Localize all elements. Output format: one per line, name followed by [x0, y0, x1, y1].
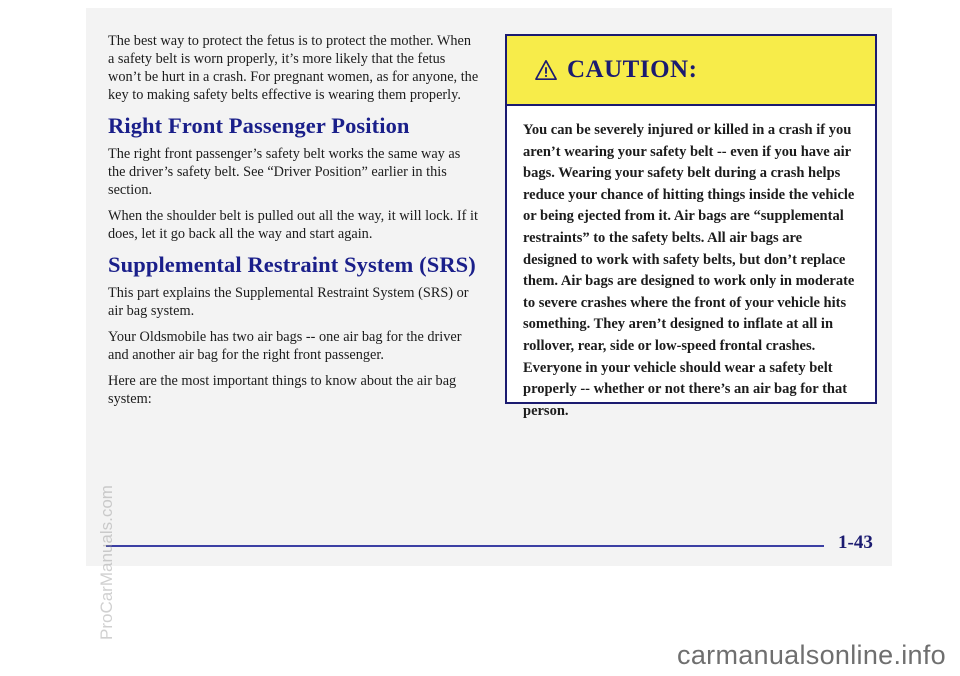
caution-title: CAUTION:	[567, 56, 698, 83]
left-column	[108, 32, 480, 416]
heading-srs: Supplemental Restraint System (SRS)	[108, 252, 476, 277]
page-number: 1-43	[838, 532, 873, 553]
caution-text: You can be severely injured or killed in a crash if you aren’t wearing your safety belt -- even if you have air bags. Wearing your safety belt during a crash helps reduce your chance of hitting things inside the vehicle or being ejected from it. Air bags are “supplemental restraints” to the safety belts. All air bags are designed to work with safety belts, but don’t replace them. Air bags are designed to work only in moderate to severe crashes where the front of your vehicle hits something. They aren’t designed to inflate at all in rollover, rear, side or low-speed frontal crashes. Everyone in your vehicle should wear a safety belt properly -- whether or not there’s an air bag for that person.	[523, 122, 855, 419]
bottom-watermark: carmanualsonline.info	[677, 640, 946, 670]
caution-header	[507, 36, 875, 106]
paragraph-important-things: Here are the most important things to know about the air bag system:	[108, 373, 457, 407]
paragraph-shoulder-belt: When the shoulder belt is pulled out all the way, it will lock. If it does, let it go back all the way and start again.	[108, 208, 478, 242]
caution-box	[505, 34, 877, 419]
paragraph-srs-intro: This part explains the Supplemental Restraint System (SRS) or air bag system.	[108, 285, 469, 319]
paragraph-passenger-belt: The right front passenger’s safety belt works the same way as the driver’s safety belt. See “Driver Position” earlier in this section.	[108, 146, 461, 198]
side-watermark: ProCarManuals.com	[97, 485, 116, 640]
paragraph-two-air-bags: Your Oldsmobile has two air bags -- one air bag for the driver and another air bag for the right front passenger.	[108, 329, 462, 363]
heading-right-front-passenger: Right Front Passenger Position	[108, 113, 410, 138]
paragraph-fetus: The best way to protect the fetus is to protect the mother. When a safety belt is worn properly, it’s more likely that the fetus won’t be hurt in a crash. For pregnant women, as for anyone, the key to making safety belts effective is wearing them properly.	[108, 33, 479, 103]
footer-rule	[106, 545, 824, 547]
warning-triangle-icon	[535, 59, 557, 81]
